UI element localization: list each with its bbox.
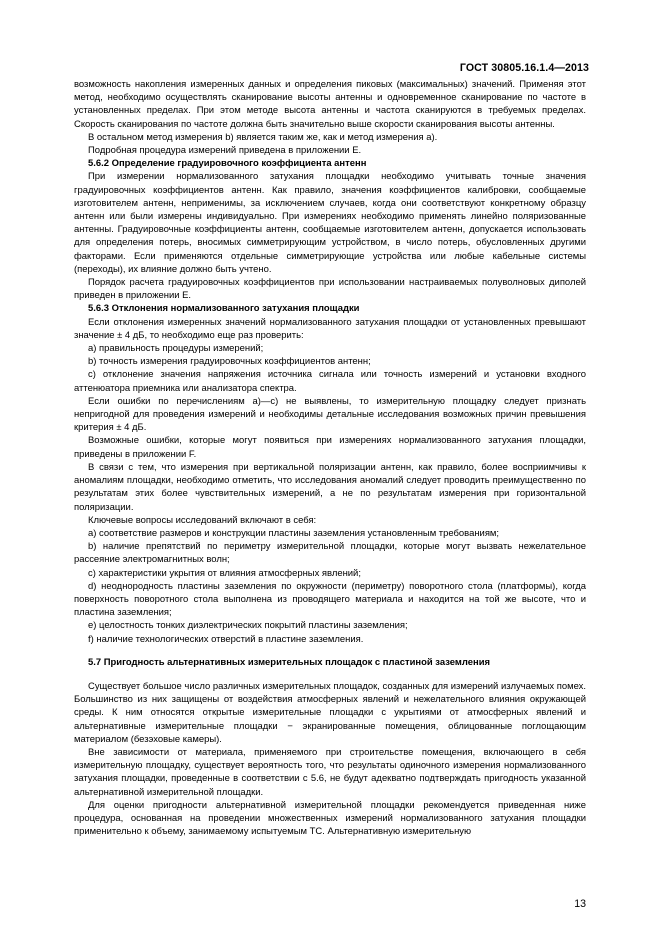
section-heading-5-6-2: 5.6.2 Определение градуировочного коэффициента антенн (88, 158, 367, 170)
document-header: ГОСТ 30805.16.1.4—2013 (459, 62, 589, 74)
paragraph: возможность накопления измеренных данных и определения пиковых (максимальных) значений. Применяя этот метод, необходимо осуществлять сканирование высоты антенны и одновременное сканирование по частоте в установленных пределах. При этом методе высота антенны и частота сканируются в требуемых пределах. Скорость сканирования по частоте должна быть значительно выше скорости сканирования высоты антенны. (74, 79, 586, 130)
page-body (74, 78, 586, 838)
paragraph: Подробная процедура измерений приведена в приложении Е. (88, 145, 362, 157)
paragraph: В связи с тем, что измерения при вертикальной поляризации антенн, как правило, более восприимчивы к аномалиям площадки, необходимо отметить, что исследования аномалий следует проводить преимущественно по результатам этих более чувствительных измерений, а не по результатам измерения при горизонтальной поляризации. (74, 461, 586, 513)
list-item: е) целостность тонких диэлектрических покрытий пластины заземления; (88, 620, 408, 632)
list-item: а) правильность процедуры измерений; (88, 343, 264, 355)
list-item: b) наличие препятствий по периметру измерительной площадки, которые могут вызвать нежелательное рассеяние электромагнитных волн; (74, 541, 586, 566)
paragraph: Существует большое число различных измерительных площадок, созданных для измерений излучаемых помех. Большинство из них защищены от воздействия атмосферных явлений и нежелательного влияния окружающей среды. К ним относятся открытые измерительные площадки с укрытиями от атмосферных явлений и альтернативные измерительные площадки − экранированные помещения, облицованные поглощающим материалом (безэховые камеры). (74, 680, 586, 745)
paragraph: Для оценки пригодности альтернативной измерительной площадки рекомендуется приведенная ниже процедура, основанная на проведении множественных измерений нормализованного затухания площадки применительно к объему, занимаемому испытуемым ТС. Альтернативную измерительную (74, 799, 586, 838)
list-item: b) точность измерения градуировочных коэффициентов антенн; (88, 356, 371, 368)
page-number: 13 (574, 898, 586, 910)
paragraph: Если ошибки по перечислениям а)—с) не выявлены, то измерительную площадку следует признать непригодной для проведения измерений и необходимы детальные исследования возможных причин превышения критерия ± 4 дБ. (74, 395, 586, 434)
paragraph: При измерении нормализованного затухания площадки необходимо учитывать точные значения градуировочных коэффициентов антенн. Как правило, значения коэффициентов калибровки, сообщаемые изготовителем антенн, неприменимы, за исключением случаев, когда они соответствуют конкретному образцу антенн или были измерены индивидуально. При измерениях необходимо применять линейно поляризованные антенны. Градуировочные коэффициенты антенн, сообщаемые изготовителем антенн, допускается использовать для определения потерь, вносимых симметрирующим устройством, в число потерь, обусловленных другими факторами. Если применяются отдельные симметрирующие устройства или любые кабельные системы (переходы), их влияние должно быть учтено. (74, 171, 586, 275)
paragraph: Если отклонения измеренных значений нормализованного затухания площадки от установленных превышают значение ± 4 дБ, то необходимо еще раз проверить: (74, 316, 586, 341)
list-item: d) неоднородность пластины заземления по окружности (периметру) поворотного стола (платформы), когда поверхность поворотного стола выполнена из проводящего материала и находится на той же высоте, что и пластина заземления; (74, 580, 586, 619)
paragraph: Ключевые вопросы исследований включают в себя: (88, 514, 317, 526)
paragraph: Вне зависимости от материала, применяемого при строительстве помещения, включающего в себя измерительную площадку, существует вероятность того, что результаты одиночного измерения нормализованного затухания площадки, проведенные в соответствии с 5.6, не будут адекватно подтверждать пригодность указанной альтернативной измерительной площадки. (74, 746, 586, 798)
paragraph: Порядок расчета градуировочных коэффициентов при использовании настраиваемых полуволновых диполей приведен в приложении Е. (74, 277, 586, 302)
list-item: с) характеристики укрытия от влияния атмосферных явлений; (88, 567, 361, 579)
list-item: f) наличие технологических отверстий в пластине заземления. (88, 633, 364, 645)
list-item: а) соответствие размеров и конструкции пластины заземления установленным требованиям; (88, 527, 500, 539)
section-heading-5-7: 5.7 Пригодность альтернативных измерительных площадок с пластиной заземления (88, 656, 491, 668)
paragraph: В остальном метод измерения b) является таким же, как и метод измерения а). (88, 131, 438, 143)
list-item: с) отклонение значения напряжения источника сигнала или точность измерений и установки входного аттенюатора приемника или анализатора спектра. (74, 369, 586, 394)
paragraph: Возможные ошибки, которые могут появиться при измерениях нормализованного затухания площадки, приведены в приложении F. (74, 435, 586, 460)
section-heading-5-6-3: 5.6.3 Отклонения нормализованного затухания площадки (88, 303, 360, 315)
